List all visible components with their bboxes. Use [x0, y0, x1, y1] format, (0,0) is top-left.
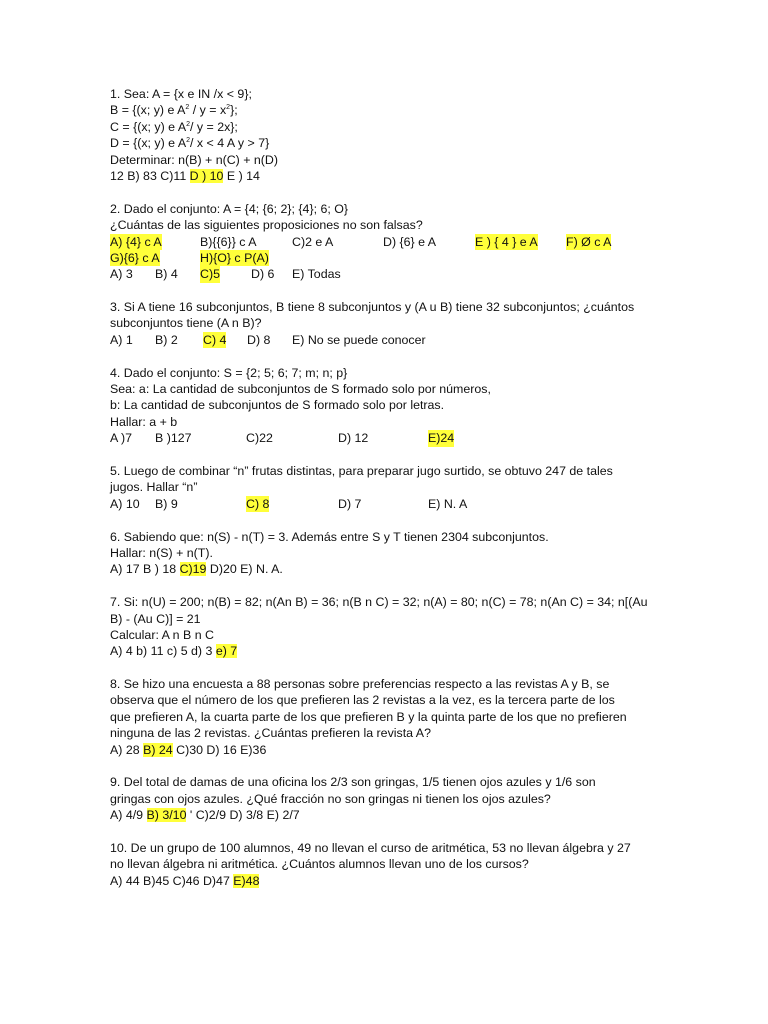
question-text: observa que el número de los que prefieren las 2 revistas a la vez, es la tercera parte de los — [110, 693, 615, 708]
question-text: 6. Sabiendo que: n(S) - n(T) = 3. Además entre S y T tienen 2304 subconjuntos. — [110, 529, 549, 544]
option: E) No se puede conocer — [292, 332, 426, 347]
question-10 — [110, 840, 670, 889]
question-text: jugos. Hallar “n” — [110, 480, 198, 495]
question-text: Hallar: n(S) + n(T). — [110, 545, 213, 560]
question-8 — [110, 676, 670, 758]
answer-options — [110, 430, 670, 446]
question-4 — [110, 365, 670, 447]
question-text: B) - (Au C)] = 21 — [110, 611, 201, 626]
question-text: Determinar: n(B) + n(C) + n(D) — [110, 152, 278, 167]
question-text: ninguna de las 2 revistas. ¿Cuántas prefieren la revista A? — [110, 726, 431, 741]
proposition: D) {6} e A — [383, 234, 437, 249]
question-5 — [110, 463, 670, 512]
option: D) 12 — [338, 431, 369, 446]
question-text: no llevan álgebra ni aritmética. ¿Cuántos alumnos llevan uno de los cursos? — [110, 857, 529, 872]
answer-options: A) 28 B) 24 C)30 D) 16 E)36 — [110, 742, 267, 757]
proposition-row — [110, 250, 670, 266]
answer-options — [110, 332, 670, 348]
question-7 — [110, 594, 670, 660]
option: B) 9 — [155, 496, 178, 511]
option: D) 6 — [251, 267, 275, 282]
highlighted-answer: G){6} c A — [110, 250, 160, 265]
answer-options: A) 17 B ) 18 C)19 D)20 E) N. A. — [110, 562, 283, 577]
option: D) 7 — [338, 496, 362, 511]
option: E) Todas — [292, 267, 341, 282]
answer-options: 12 B) 83 C)11 D ) 10 E ) 14 — [110, 168, 260, 183]
highlighted-answer: H){O} c P(A) — [200, 250, 269, 265]
answer-options — [110, 496, 670, 512]
question-text: que prefieren A, la cuarta parte de los que prefieren B y la quinta parte de los que no prefieren — [110, 709, 627, 724]
highlighted-answer: e) 7 — [215, 644, 238, 659]
highlighted-answer: C)5 — [200, 267, 220, 282]
highlighted-answer: A) {4} c A — [110, 234, 162, 249]
question-text: Calcular: A n B n C — [110, 627, 214, 642]
proposition: C)2 e A — [292, 234, 334, 249]
question-text: 7. Si: n(U) = 200; n(B) = 82; n(An B) = 36; n(B n C) = 32; n(A) = 80; n(C) = 78; n(An C) = 34; n[(Au — [110, 595, 648, 610]
option: A) 10 — [110, 496, 140, 511]
option: E) N. A — [428, 496, 468, 511]
highlighted-answer: C) 8 — [246, 496, 270, 511]
exercise-sheet — [110, 86, 670, 906]
highlighted-answer: D ) 10 — [189, 168, 224, 183]
option: B) 4 — [155, 267, 178, 282]
highlighted-answer: C) 4 — [203, 332, 227, 347]
question-text: subconjuntos tiene (A n B)? — [110, 316, 262, 331]
highlighted-answer: F) Ø c A — [566, 234, 612, 249]
question-9 — [110, 774, 670, 823]
highlighted-answer: E)24 — [428, 431, 455, 446]
question-text: Hallar: a + b — [110, 414, 178, 429]
option: B )127 — [155, 431, 192, 446]
question-text: b: La cantidad de subconjuntos de S formado solo por letras. — [110, 398, 445, 413]
highlighted-answer: B) 3/10 — [146, 808, 187, 823]
question-text: 5. Luego de combinar “n” frutas distintas, para preparar jugo surtido, se obtuvo 247 de tales — [110, 463, 613, 478]
highlighted-answer: E)48 — [233, 873, 260, 888]
option: A) 3 — [110, 267, 133, 282]
answer-options — [110, 266, 670, 282]
question-text: ¿Cuántas de las siguientes proposiciones no son falsas? — [110, 218, 423, 233]
option: C)22 — [246, 431, 273, 446]
option: D) 8 — [247, 332, 271, 347]
option: A) 1 — [110, 332, 133, 347]
question-text: 10. De un grupo de 100 alumnos, 49 no llevan el curso de aritmética, 53 no llevan álgebra y 27 — [110, 840, 631, 855]
option: A )7 — [110, 431, 133, 446]
question-text: Sea: a: La cantidad de subconjuntos de S formado solo por números, — [110, 382, 491, 397]
highlighted-answer: E ) { 4 } e A — [475, 234, 538, 249]
option: B) 2 — [155, 332, 178, 347]
question-2 — [110, 201, 670, 283]
question-text: 9. Del total de damas de una oficina los 2/3 son gringas, 1/5 tienen ojos azules y 1/6 son — [110, 775, 596, 790]
question-1 — [110, 86, 670, 184]
answer-options: A) 44 B)45 C)46 D)47 E)48 — [110, 873, 260, 888]
highlighted-answer: B) 24 — [143, 742, 173, 757]
question-text: 8. Se hizo una encuesta a 88 personas sobre preferencias respecto a las revistas A y B, se — [110, 677, 610, 692]
question-text: D = {(x; y) e $A^2/$ x < 4 A y > 7} — [110, 136, 270, 151]
question-6 — [110, 529, 670, 578]
question-text: 4. Dado el conjunto: S = {2; 5; 6; 7; m; n; p} — [110, 365, 348, 380]
question-text: 3. Si A tiene 16 subconjuntos, B tiene 8 subconjuntos y (A u B) tiene 32 subconjuntos; ¿cuántos — [110, 300, 635, 315]
proposition-row — [110, 234, 670, 250]
question-text: 2. Dado el conjunto: A = {4; {6; 2}; {4}; 6; O} — [110, 201, 349, 216]
answer-options: A) 4/9 B) 3/10 ' C)2/9 D) 3/8 E) 2/7 — [110, 808, 300, 823]
highlighted-answer: C)19 — [179, 562, 207, 577]
question-text: gringas con ojos azules. ¿Qué fracción no son gringas ni tienen los ojos azules? — [110, 791, 551, 806]
proposition: B){{6}} c A — [200, 234, 257, 249]
question-text: B = {(x; y) e $A^2 / y = x^2$}; — [110, 103, 238, 118]
question-text: 1. Sea: A = {x e IN /x < 9}; — [110, 87, 252, 101]
answer-options: A) 4 b) 11 c) 5 d) 3 e) 7 — [110, 644, 238, 659]
question-text: C = {(x; y) e $A^2/$ y = 2x}; — [110, 119, 238, 134]
question-3 — [110, 299, 670, 348]
